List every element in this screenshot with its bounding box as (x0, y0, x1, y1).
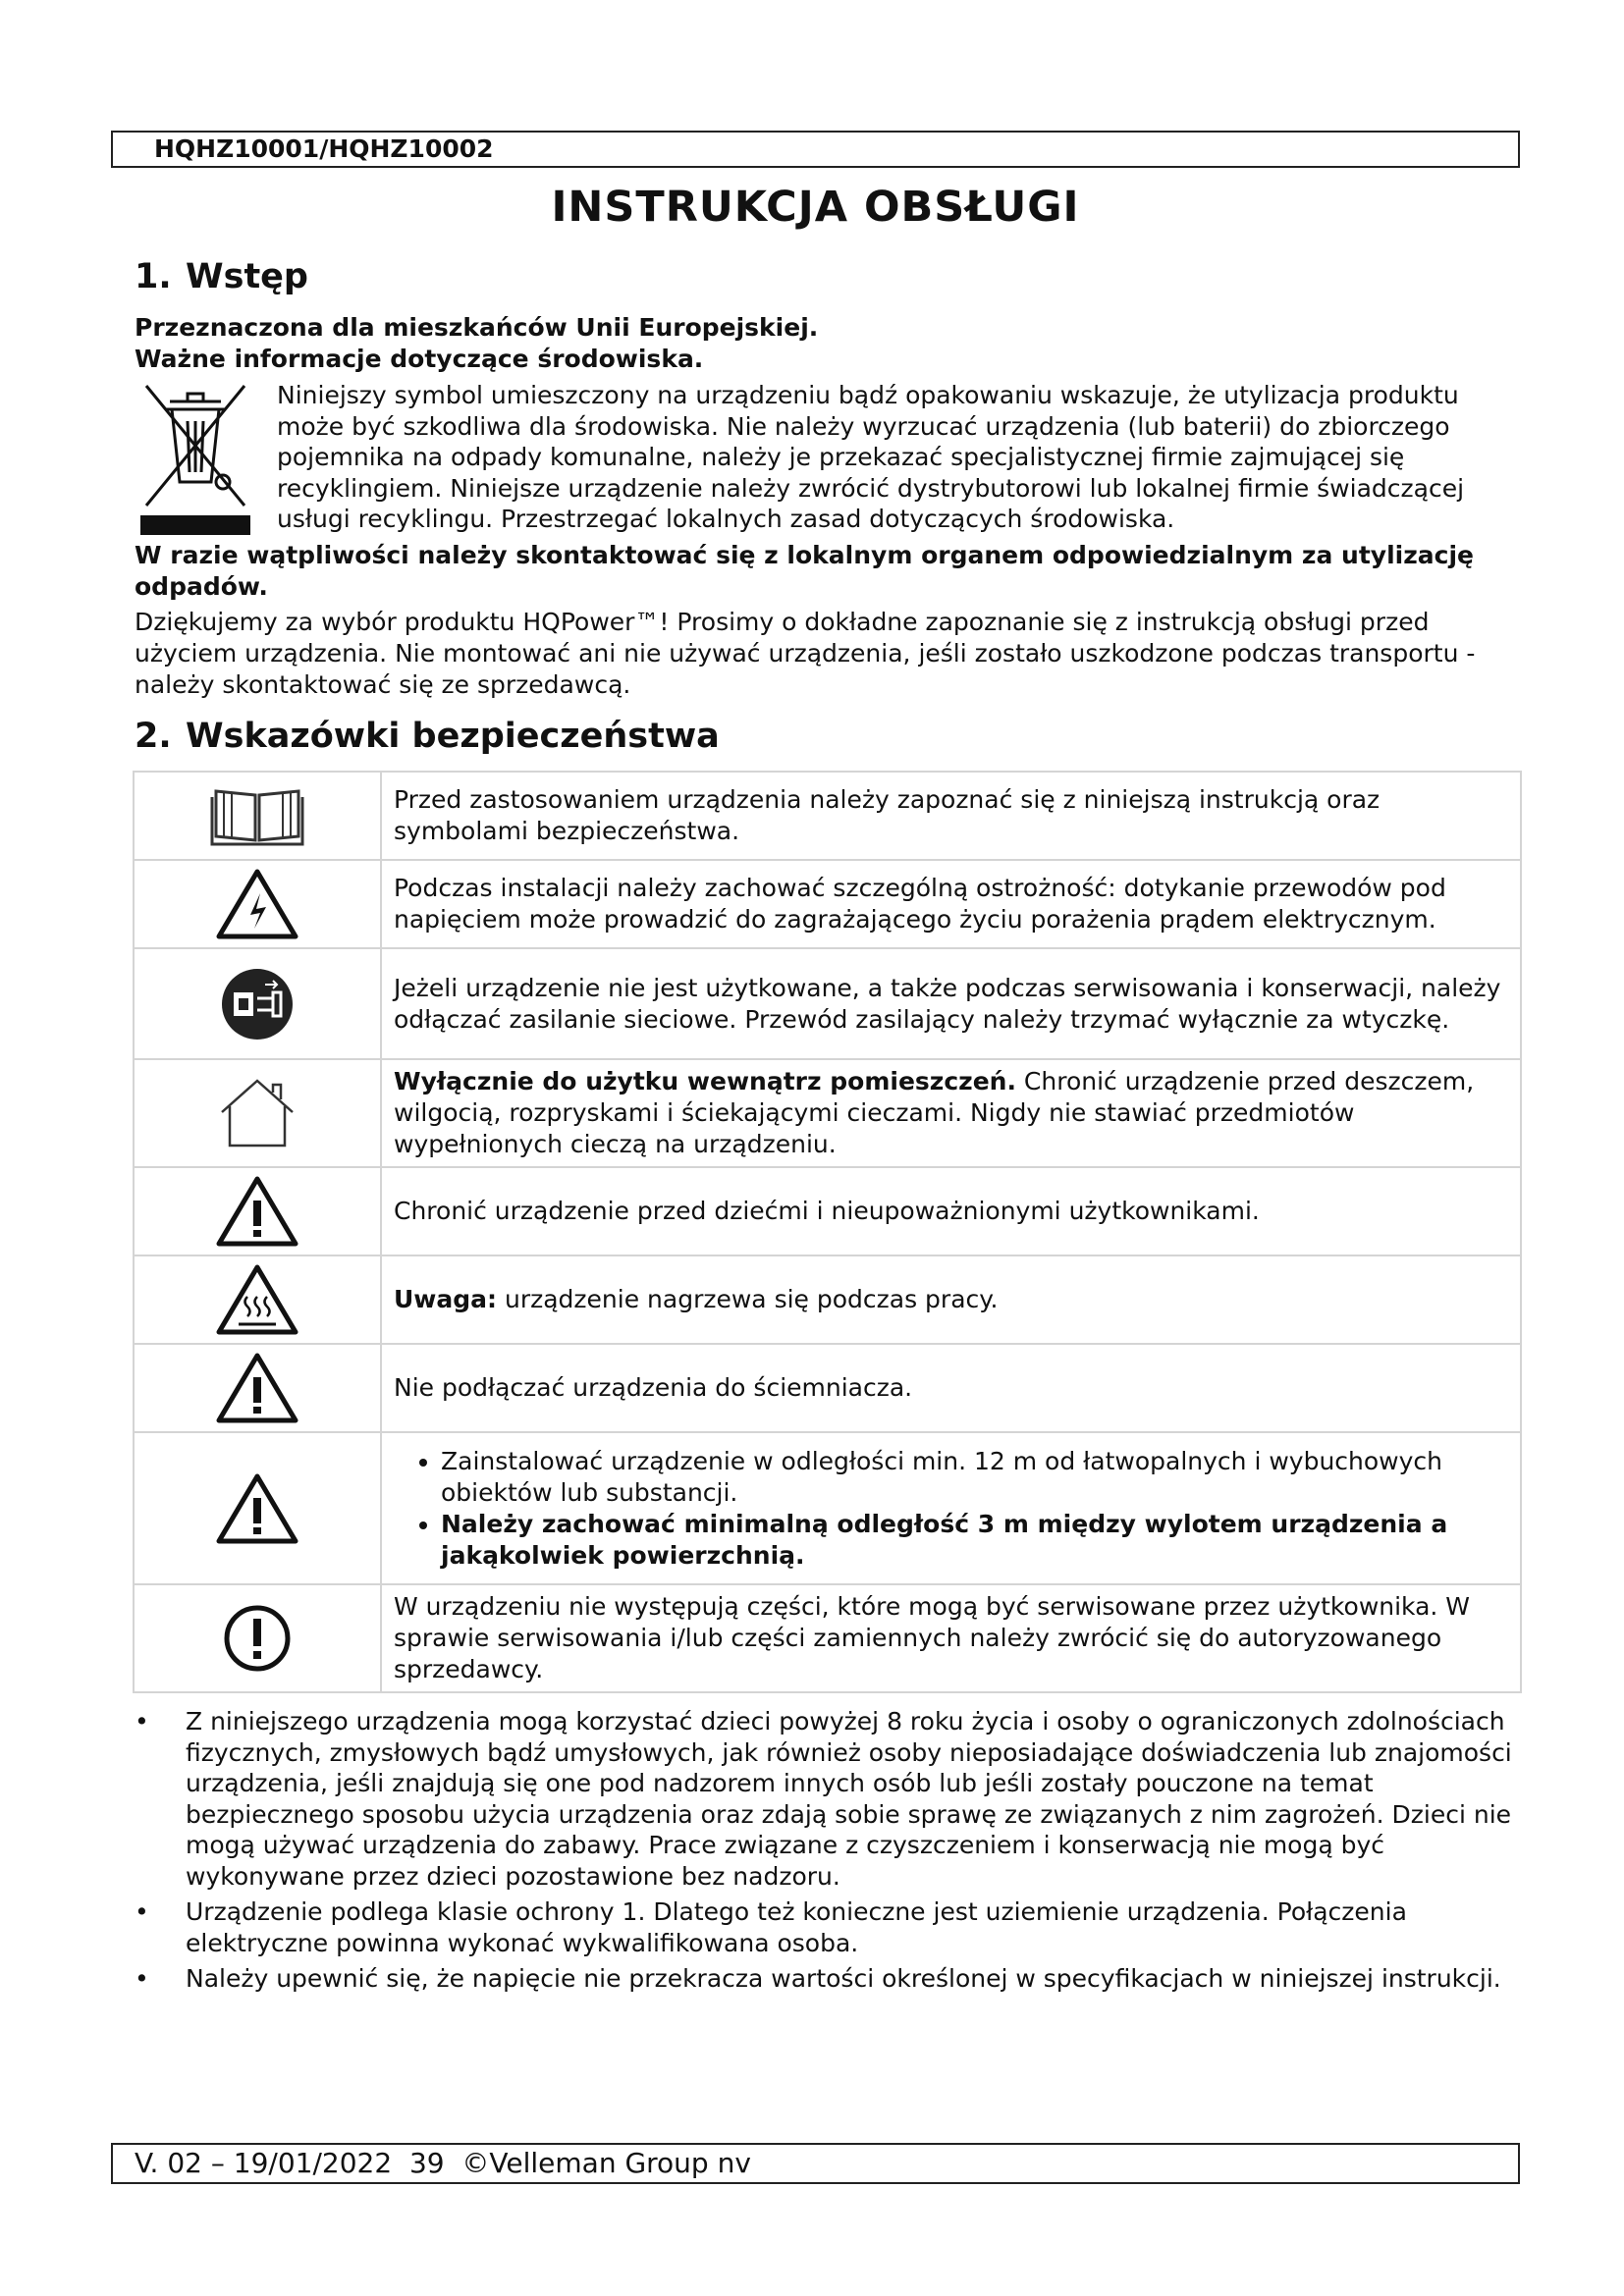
warning-icon (215, 1472, 299, 1545)
unplug-icon (220, 967, 295, 1041)
section-number: 1. (135, 257, 172, 296)
text-cell: Jeżeli urządzenie nie jest użytkowane, a także podczas serwisowania i konserwacji, należy odłączać zasilanie sieciowe. Przewód zasilający należy trzymać wyłącznie za wtyczkę. (381, 948, 1521, 1059)
text-cell (381, 1255, 1521, 1344)
eu-notice: Przeznaczona dla mieszkańców Unii Europejskiej. (135, 313, 819, 342)
text-cell (381, 1432, 1521, 1584)
list-item: • Należy upewnić się, że napięcie nie przekracza wartości określonej w specyfikacjach w niniejszej instrukcji. (135, 1963, 1519, 1995)
icon-cell (134, 860, 381, 948)
text-cell: W urządzeniu nie występują części, które mogą być serwisowane przez użytkownika. W sprawie serwisowania i/lub części zamiennych należy zwrócić się do autoryzowanego sprzedawcy. (381, 1584, 1521, 1692)
icon-cell (134, 948, 381, 1059)
clearance-list (394, 1446, 1510, 1572)
section-2-heading (135, 717, 720, 756)
table-row (134, 772, 1521, 860)
table-row (134, 1432, 1521, 1584)
list-item: • Należy zachować minimalną odległość 3 m między wylotem urządzenia a jakąkolwiek powierzchnią. (441, 1509, 1510, 1572)
weee-bin-icon (140, 380, 250, 537)
text-body: Chronić urządzenie przed deszczem, wilgocią, rozpryskami i ściekającymi cieczami. Nigdy nie stawiać przedmiotów wypełnionych cieczą na urządzeniu. (394, 1067, 1475, 1158)
section-title: Wstęp (186, 257, 308, 296)
safety-table (133, 771, 1522, 1693)
footer-text: V. 02 – 19/01/2022 39 ©Velleman Group nv (135, 2147, 751, 2179)
list-item: • Urządzenie podlega klasie ochrony 1. Dlatego też konieczne jest uziemienie urządzenia. Połączenia elektryczne powinna wykonać wykwalifikowana osoba. (135, 1896, 1519, 1958)
icon-cell (134, 1584, 381, 1692)
text-cell: Podczas instalacji należy zachować szczególną ostrożność: dotykanie przewodów pod napięciem może prowadzić do zagrażającego życiu porażenia prądem elektrycznym. (381, 860, 1521, 948)
bold-lead: Wyłącznie do użytku wewnątrz pomieszczeń. (394, 1067, 1016, 1095)
text-cell (381, 1059, 1521, 1167)
electric-hazard-icon (215, 868, 299, 940)
icon-cell (134, 772, 381, 860)
section-1-heading (135, 257, 308, 296)
bold-lead: Uwaga: (394, 1285, 498, 1313)
icon-cell (134, 1255, 381, 1344)
env-notice: Ważne informacje dotyczące środowiska. (135, 345, 704, 373)
icon-cell (134, 1059, 381, 1167)
list-item: • Zainstalować urządzenie w odległości min. 12 m od łatwopalnych i wybuchowych obiektów lub substancji. (441, 1446, 1510, 1509)
table-row (134, 1167, 1521, 1255)
table-row (134, 1059, 1521, 1167)
text-cell: Chronić urządzenie przed dziećmi i nieupoważnionymi użytkownikami. (381, 1167, 1521, 1255)
warning-icon (215, 1175, 299, 1248)
table-row (134, 1584, 1521, 1692)
table-row (134, 1344, 1521, 1432)
table-row (134, 860, 1521, 948)
icon-cell (134, 1167, 381, 1255)
document-header (111, 131, 1520, 168)
section-number: 2. (135, 717, 172, 756)
page-footer (111, 2143, 1520, 2184)
icon-cell (134, 1344, 381, 1432)
warning-icon (215, 1352, 299, 1424)
waste-disposal-notice: W razie wątpliwości należy skontaktować się z lokalnym organem odpowiedzialnym za utylizację odpadów. (135, 541, 1475, 601)
attention-icon (222, 1603, 293, 1674)
text-body: urządzenie nagrzewa się podczas pracy. (497, 1285, 999, 1313)
thanks-paragraph: Dziękujemy za wybór produktu HQPower™! Prosimy o dokładne zapoznanie się z instrukcją obsługi przed użyciem urządzenia. Nie montować ani nie używać urządzenia, jeśli zostało uszkodzone podczas transportu - należy skontaktować się ze sprzedawcą. (135, 608, 1476, 699)
table-row (134, 948, 1521, 1059)
hot-surface-icon (215, 1263, 299, 1336)
weee-description: Niniejszy symbol umieszczony na urządzeniu bądź opakowaniu wskazuje, że utylizacja produktu może być szkodliwa dla środowiska. Nie należy wyrzucać urządzenia (lub baterii) do zbiorczego pojemnika na odpady komunalne, należy je przekazać specjalistycznej firmie zajmującej się recyklingiem. Niniejsze urządzenie należy zwrócić dystrybutorowi lub lokalnej firmie świadczącej usługi recyklingu. Przestrzegać lokalnych zasad dotyczących środowiska. (277, 381, 1465, 533)
book-icon (208, 781, 306, 850)
section-title: Wskazówki bezpieczeństwa (186, 717, 720, 756)
model-number: HQHZ10001/HQHZ10002 (154, 134, 494, 163)
list-item: • Z niniejszego urządzenia mogą korzystać dzieci powyżej 8 roku życia i osoby o ograniczonych zdolnościach fizycznych, zmysłowych bądź umysłowych, jak również osoby nieposiadające doświadczenia lub znajomości urządzenia, jeśli znajdują się one pod nadzorem innych osób lub jeśli zostały pouczone na temat bezpiecznego sposobu użycia urządzenia oraz zdają sobie sprawę ze związanych z nim zagrożeń. Dzieci nie mogą używać urządzenia do zabawy. Prace związane z czyszczeniem i konserwacją nie mogą być wykonywane przez dzieci pozostawione bez nadzoru. (135, 1706, 1519, 1892)
page-title: INSTRUKCJA OBSŁUGI (551, 183, 1080, 232)
indoor-house-icon (218, 1077, 297, 1149)
text-cell: Przed zastosowaniem urządzenia należy zapoznać się z niniejszą instrukcją oraz symbolami bezpieczeństwa. (381, 772, 1521, 860)
text-cell: Nie podłączać urządzenia do ściemniacza. (381, 1344, 1521, 1432)
icon-cell (134, 1432, 381, 1584)
safety-bullet-list (135, 1706, 1519, 2000)
table-row (134, 1255, 1521, 1344)
